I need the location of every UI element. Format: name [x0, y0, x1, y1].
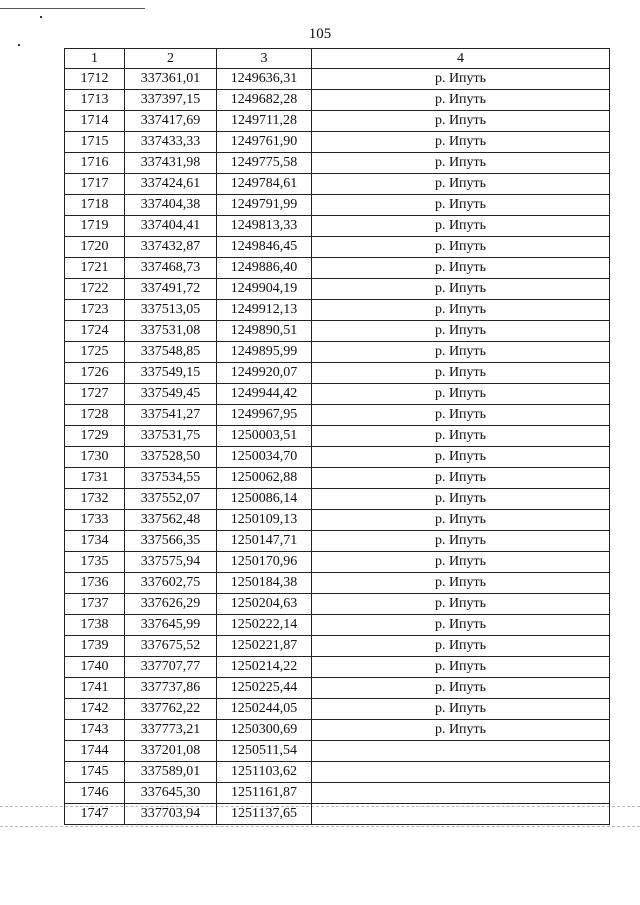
description-cell: р. Ипуть [312, 132, 610, 153]
x-coordinate-cell: 337548,85 [125, 342, 217, 363]
header-row [65, 49, 610, 69]
point-number-cell: 1714 [65, 111, 125, 132]
description-cell: р. Ипуть [312, 69, 610, 90]
table-row [65, 678, 610, 699]
y-coordinate-cell: 1250184,38 [217, 573, 312, 594]
table-row [65, 426, 610, 447]
x-coordinate-cell: 337424,61 [125, 174, 217, 195]
description-cell: р. Ипуть [312, 90, 610, 111]
table-row [65, 258, 610, 279]
point-number-cell: 1741 [65, 678, 125, 699]
x-coordinate-cell: 337707,77 [125, 657, 217, 678]
description-cell: р. Ипуть [312, 720, 610, 741]
x-coordinate-cell: 337737,86 [125, 678, 217, 699]
y-coordinate-cell: 1249784,61 [217, 174, 312, 195]
description-cell: р. Ипуть [312, 426, 610, 447]
point-number-cell: 1736 [65, 573, 125, 594]
x-coordinate-cell: 337589,01 [125, 762, 217, 783]
point-number-cell: 1728 [65, 405, 125, 426]
table-body [65, 69, 610, 825]
x-coordinate-cell: 337201,08 [125, 741, 217, 762]
y-coordinate-cell: 1249761,90 [217, 132, 312, 153]
x-coordinate-cell: 337602,75 [125, 573, 217, 594]
description-cell [312, 783, 610, 804]
table-row [65, 699, 610, 720]
table-row [65, 111, 610, 132]
table-row [65, 615, 610, 636]
table-row [65, 153, 610, 174]
y-coordinate-cell: 1250062,88 [217, 468, 312, 489]
point-number-cell: 1740 [65, 657, 125, 678]
x-coordinate-cell: 337703,94 [125, 804, 217, 825]
table-row [65, 510, 610, 531]
point-number-cell: 1731 [65, 468, 125, 489]
table-row [65, 762, 610, 783]
point-number-cell: 1735 [65, 552, 125, 573]
point-number-cell: 1723 [65, 300, 125, 321]
description-cell: р. Ипуть [312, 300, 610, 321]
y-coordinate-cell: 1250511,54 [217, 741, 312, 762]
header-cell-3: 3 [217, 49, 312, 69]
description-cell: р. Ипуть [312, 636, 610, 657]
table-row [65, 321, 610, 342]
coordinates-table-container [64, 48, 610, 825]
point-number-cell: 1745 [65, 762, 125, 783]
scan-artifact-dash [0, 826, 640, 828]
point-number-cell: 1727 [65, 384, 125, 405]
x-coordinate-cell: 337762,22 [125, 699, 217, 720]
scan-artifact-dot [18, 44, 20, 46]
description-cell: р. Ипуть [312, 615, 610, 636]
point-number-cell: 1726 [65, 363, 125, 384]
x-coordinate-cell: 337433,33 [125, 132, 217, 153]
table-row [65, 237, 610, 258]
description-cell: р. Ипуть [312, 699, 610, 720]
description-cell: р. Ипуть [312, 678, 610, 699]
y-coordinate-cell: 1250086,14 [217, 489, 312, 510]
y-coordinate-cell: 1250225,44 [217, 678, 312, 699]
y-coordinate-cell: 1250204,63 [217, 594, 312, 615]
table-row [65, 216, 610, 237]
table-row [65, 804, 610, 825]
description-cell: р. Ипуть [312, 111, 610, 132]
header-cell-1: 1 [65, 49, 125, 69]
y-coordinate-cell: 1249967,95 [217, 405, 312, 426]
table-row [65, 552, 610, 573]
y-coordinate-cell: 1249920,07 [217, 363, 312, 384]
y-coordinate-cell: 1249775,58 [217, 153, 312, 174]
table-row [65, 468, 610, 489]
description-cell: р. Ипуть [312, 363, 610, 384]
y-coordinate-cell: 1249711,28 [217, 111, 312, 132]
description-cell: р. Ипуть [312, 573, 610, 594]
scan-artifact-dot [40, 16, 42, 18]
description-cell: р. Ипуть [312, 216, 610, 237]
table-row [65, 174, 610, 195]
table-row [65, 489, 610, 510]
description-cell: р. Ипуть [312, 384, 610, 405]
description-cell: р. Ипуть [312, 531, 610, 552]
description-cell: р. Ипуть [312, 657, 610, 678]
x-coordinate-cell: 337468,73 [125, 258, 217, 279]
description-cell: р. Ипуть [312, 489, 610, 510]
description-cell: р. Ипуть [312, 468, 610, 489]
point-number-cell: 1722 [65, 279, 125, 300]
point-number-cell: 1725 [65, 342, 125, 363]
x-coordinate-cell: 337645,99 [125, 615, 217, 636]
description-cell: р. Ипуть [312, 174, 610, 195]
description-cell: р. Ипуть [312, 342, 610, 363]
point-number-cell: 1738 [65, 615, 125, 636]
point-number-cell: 1742 [65, 699, 125, 720]
table-row [65, 300, 610, 321]
x-coordinate-cell: 337513,05 [125, 300, 217, 321]
point-number-cell: 1716 [65, 153, 125, 174]
point-number-cell: 1739 [65, 636, 125, 657]
x-coordinate-cell: 337549,45 [125, 384, 217, 405]
y-coordinate-cell: 1249682,28 [217, 90, 312, 111]
description-cell: р. Ипуть [312, 258, 610, 279]
table-row [65, 531, 610, 552]
x-coordinate-cell: 337552,07 [125, 489, 217, 510]
y-coordinate-cell: 1250222,14 [217, 615, 312, 636]
x-coordinate-cell: 337361,01 [125, 69, 217, 90]
x-coordinate-cell: 337432,87 [125, 237, 217, 258]
description-cell [312, 762, 610, 783]
y-coordinate-cell: 1249912,13 [217, 300, 312, 321]
table-row [65, 783, 610, 804]
point-number-cell: 1733 [65, 510, 125, 531]
description-cell: р. Ипуть [312, 321, 610, 342]
y-coordinate-cell: 1249895,99 [217, 342, 312, 363]
table-row [65, 195, 610, 216]
point-number-cell: 1747 [65, 804, 125, 825]
x-coordinate-cell: 337645,30 [125, 783, 217, 804]
description-cell: р. Ипуть [312, 195, 610, 216]
x-coordinate-cell: 337541,27 [125, 405, 217, 426]
x-coordinate-cell: 337404,38 [125, 195, 217, 216]
table-row [65, 363, 610, 384]
point-number-cell: 1715 [65, 132, 125, 153]
y-coordinate-cell: 1249890,51 [217, 321, 312, 342]
description-cell: р. Ипуть [312, 552, 610, 573]
y-coordinate-cell: 1250221,87 [217, 636, 312, 657]
point-number-cell: 1743 [65, 720, 125, 741]
y-coordinate-cell: 1250034,70 [217, 447, 312, 468]
table-row [65, 636, 610, 657]
point-number-cell: 1717 [65, 174, 125, 195]
x-coordinate-cell: 337675,52 [125, 636, 217, 657]
table-row [65, 405, 610, 426]
point-number-cell: 1719 [65, 216, 125, 237]
description-cell: р. Ипуть [312, 447, 610, 468]
x-coordinate-cell: 337626,29 [125, 594, 217, 615]
y-coordinate-cell: 1249904,19 [217, 279, 312, 300]
x-coordinate-cell: 337773,21 [125, 720, 217, 741]
x-coordinate-cell: 337417,69 [125, 111, 217, 132]
table-row [65, 132, 610, 153]
point-number-cell: 1718 [65, 195, 125, 216]
table-row [65, 384, 610, 405]
table-header [65, 49, 610, 69]
table-row [65, 741, 610, 762]
y-coordinate-cell: 1251103,62 [217, 762, 312, 783]
point-number-cell: 1724 [65, 321, 125, 342]
point-number-cell: 1712 [65, 69, 125, 90]
y-coordinate-cell: 1251161,87 [217, 783, 312, 804]
x-coordinate-cell: 337404,41 [125, 216, 217, 237]
x-coordinate-cell: 337531,75 [125, 426, 217, 447]
point-number-cell: 1721 [65, 258, 125, 279]
point-number-cell: 1730 [65, 447, 125, 468]
y-coordinate-cell: 1250214,22 [217, 657, 312, 678]
table-row [65, 657, 610, 678]
point-number-cell: 1746 [65, 783, 125, 804]
point-number-cell: 1732 [65, 489, 125, 510]
y-coordinate-cell: 1250109,13 [217, 510, 312, 531]
page-number: 105 [308, 26, 332, 42]
description-cell: р. Ипуть [312, 594, 610, 615]
table-row [65, 573, 610, 594]
description-cell: р. Ипуть [312, 510, 610, 531]
description-cell [312, 804, 610, 825]
table-row [65, 69, 610, 90]
y-coordinate-cell: 1250300,69 [217, 720, 312, 741]
point-number-cell: 1737 [65, 594, 125, 615]
table-row [65, 342, 610, 363]
coordinates-table [64, 48, 610, 825]
point-number-cell: 1744 [65, 741, 125, 762]
x-coordinate-cell: 337575,94 [125, 552, 217, 573]
y-coordinate-cell: 1250244,05 [217, 699, 312, 720]
x-coordinate-cell: 337534,55 [125, 468, 217, 489]
y-coordinate-cell: 1249886,40 [217, 258, 312, 279]
y-coordinate-cell: 1249944,42 [217, 384, 312, 405]
header-cell-2: 2 [125, 49, 217, 69]
x-coordinate-cell: 337397,15 [125, 90, 217, 111]
description-cell: р. Ипуть [312, 405, 610, 426]
table-row [65, 279, 610, 300]
x-coordinate-cell: 337528,50 [125, 447, 217, 468]
y-coordinate-cell: 1249846,45 [217, 237, 312, 258]
point-number-cell: 1713 [65, 90, 125, 111]
point-number-cell: 1720 [65, 237, 125, 258]
x-coordinate-cell: 337431,98 [125, 153, 217, 174]
y-coordinate-cell: 1250147,71 [217, 531, 312, 552]
description-cell: р. Ипуть [312, 237, 610, 258]
table-row [65, 594, 610, 615]
table-row [65, 447, 610, 468]
table-row [65, 720, 610, 741]
x-coordinate-cell: 337549,15 [125, 363, 217, 384]
y-coordinate-cell: 1249791,99 [217, 195, 312, 216]
y-coordinate-cell: 1251137,65 [217, 804, 312, 825]
scan-artifact-line [0, 8, 145, 9]
x-coordinate-cell: 337562,48 [125, 510, 217, 531]
x-coordinate-cell: 337491,72 [125, 279, 217, 300]
point-number-cell: 1734 [65, 531, 125, 552]
y-coordinate-cell: 1249636,31 [217, 69, 312, 90]
header-cell-4: 4 [312, 49, 610, 69]
x-coordinate-cell: 337566,35 [125, 531, 217, 552]
point-number-cell: 1729 [65, 426, 125, 447]
table-row [65, 90, 610, 111]
description-cell: р. Ипуть [312, 153, 610, 174]
y-coordinate-cell: 1249813,33 [217, 216, 312, 237]
x-coordinate-cell: 337531,08 [125, 321, 217, 342]
description-cell: р. Ипуть [312, 279, 610, 300]
y-coordinate-cell: 1250170,96 [217, 552, 312, 573]
description-cell [312, 741, 610, 762]
y-coordinate-cell: 1250003,51 [217, 426, 312, 447]
